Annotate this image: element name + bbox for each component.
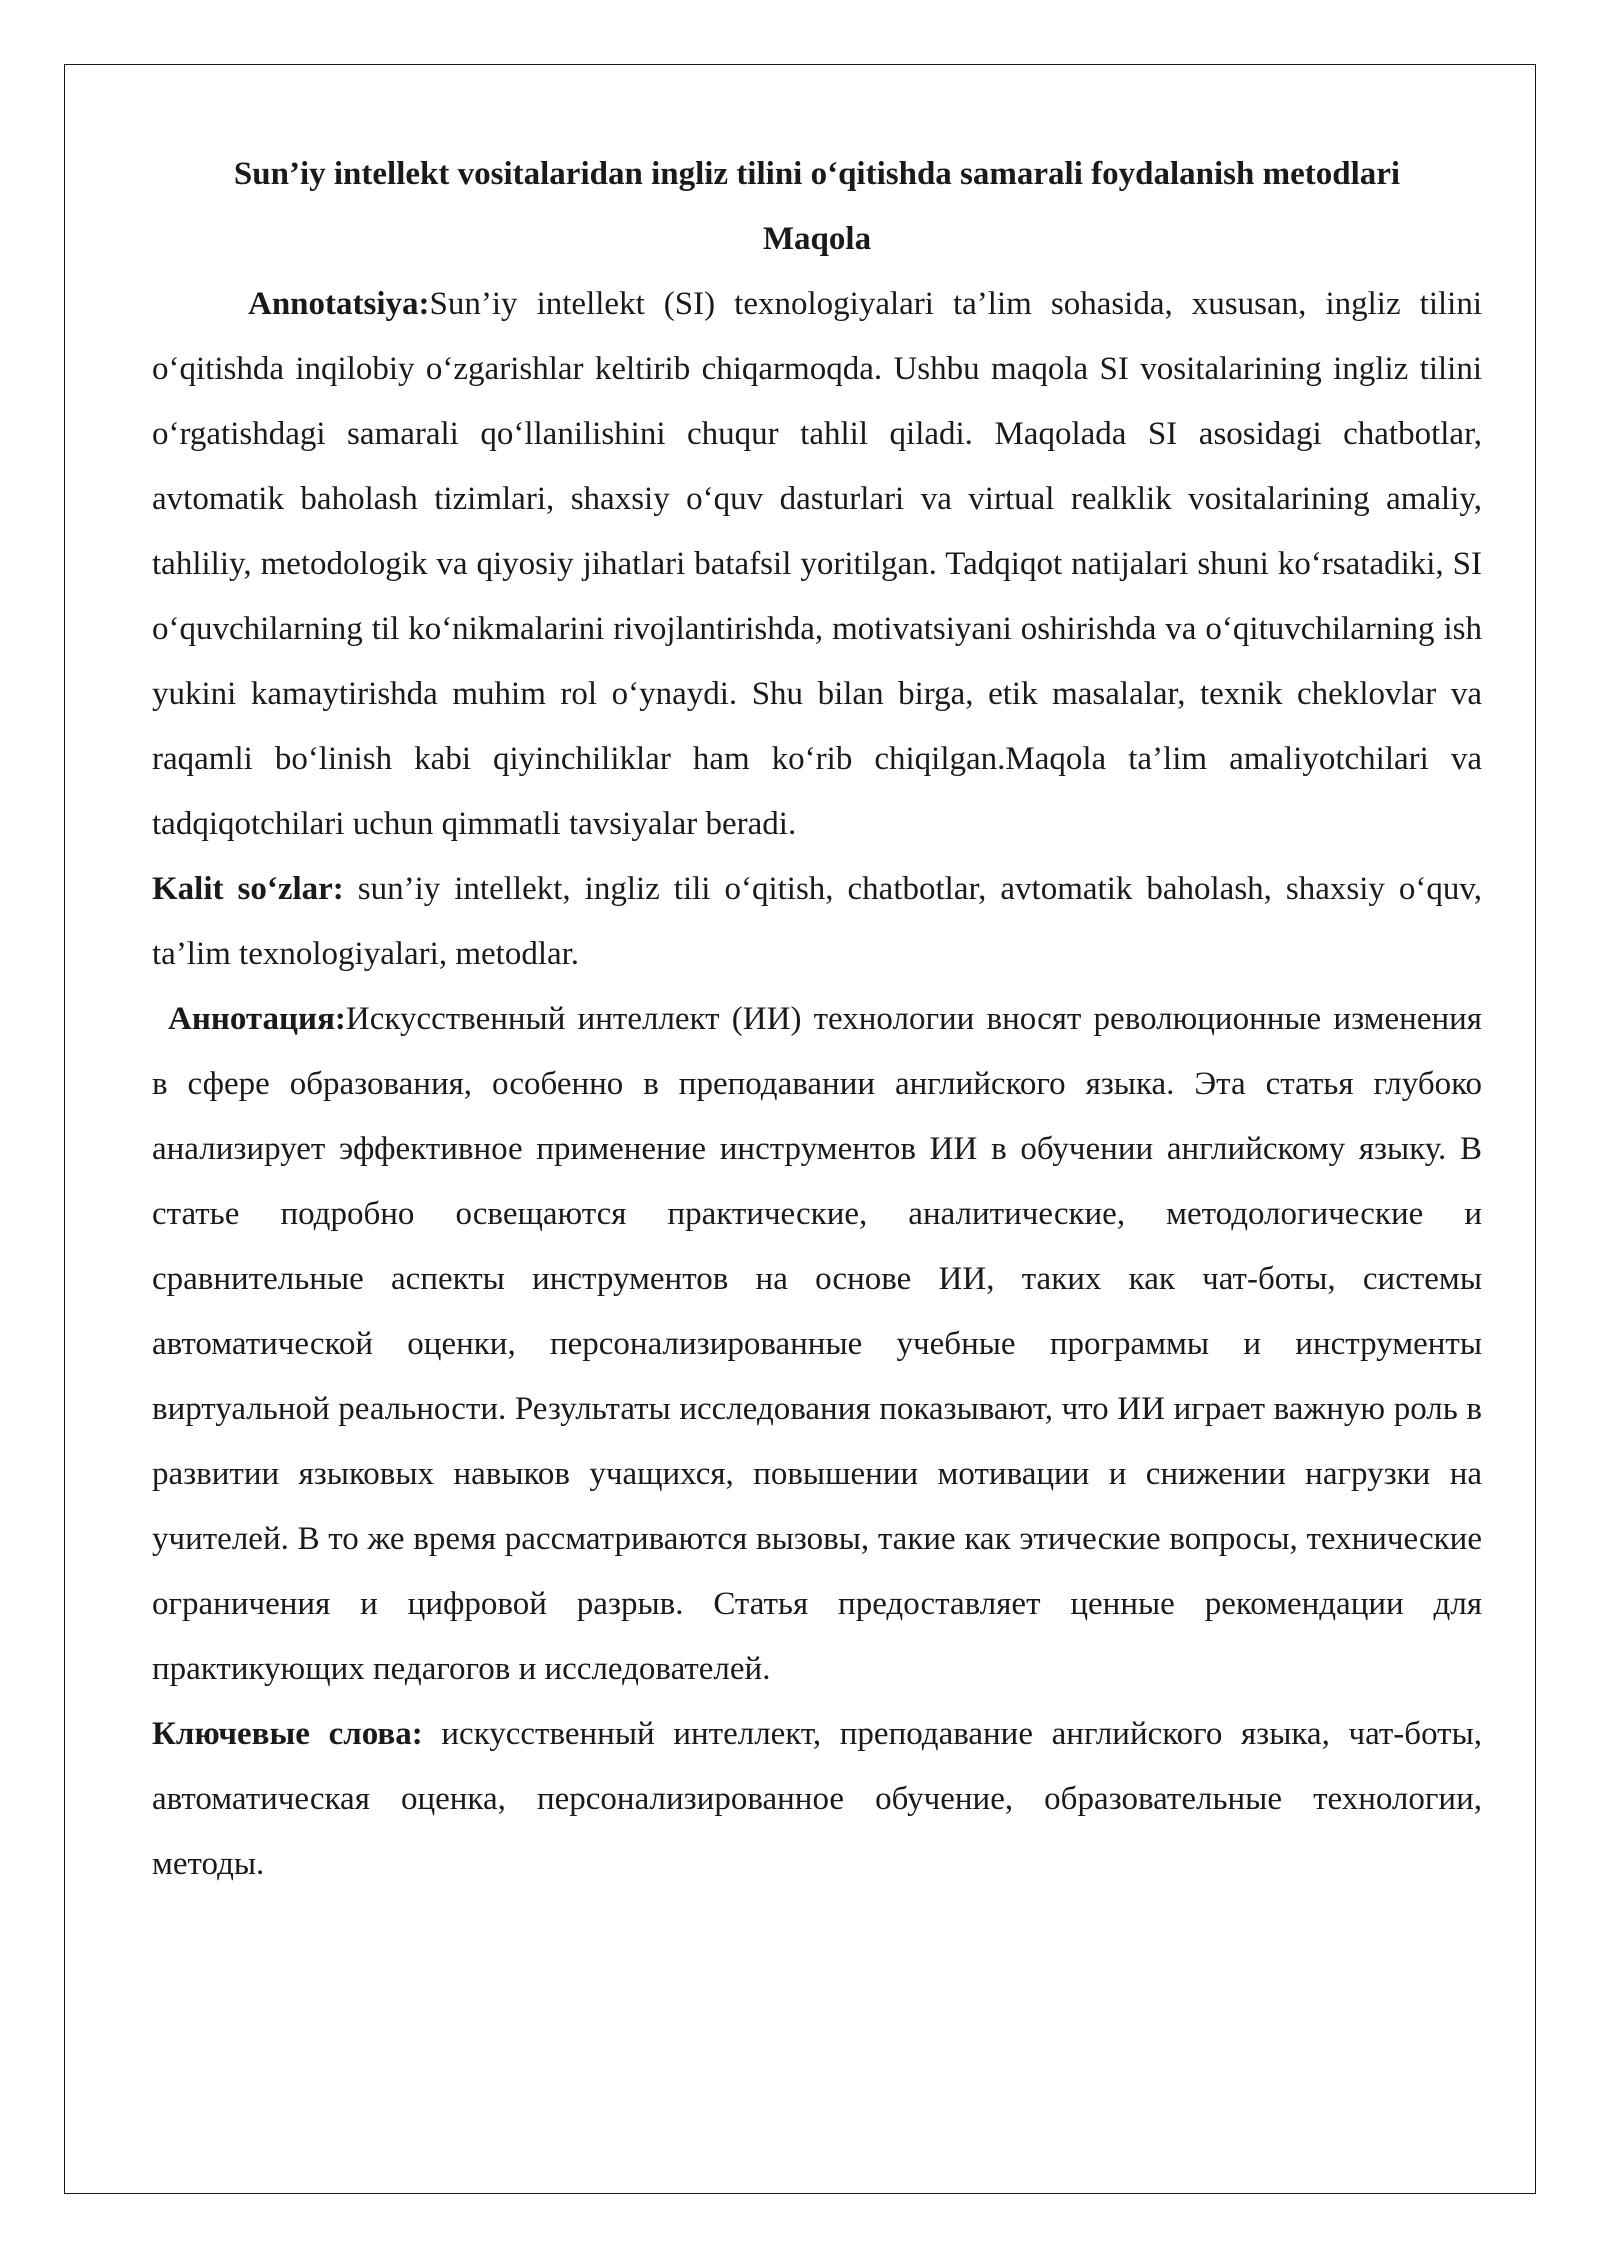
keywords-uz <box>152 857 1482 987</box>
keywords-uz-text: sun’iy intellekt, ingliz tili o‘qitish, chatbotlar, avtomatik baholash, shaxsiy o‘quv, ta’lim texnologiyalari, metodlar. <box>152 871 1482 972</box>
keywords-uz-label: Kalit so‘zlar: <box>152 871 344 907</box>
annotation-ru <box>152 987 1482 1702</box>
document-body <box>152 142 1482 1897</box>
document-type-label: Maqola <box>762 221 872 257</box>
annotation-uz-text: Sun’iy intellekt (SI) texnologiyalari ta’lim sohasida, xususan, ingliz tilini o‘qitishda inqilobiy o‘zgarishlar keltirib chiqarmoqda. Ushbu maqola SI vositalarining ingliz tilini o‘rgatishdagi samarali qo‘llanilishini chuqur tahlil qiladi. Maqolada SI asosidagi chatbotlar, avtomatik baholash tizimlari, shaxsiy o‘quv dasturlari va virtual realklik vositalarining amaliy, tahliliy, metodologik va qiyosiy jihatlari batafsil yoritilgan. Tadqiqot natijalari shuni ko‘rsatadiki, SI o‘quvchilarning til ko‘nikmalarini rivojlantirishda, motivatsiyani oshirishda va o‘qituvchilarning ish yukini kamaytirishda muhim rol o‘ynaydi. Shu bilan birga, etik masalalar, texnik cheklovlar va raqamli bo‘linish kabi qiyinchiliklar ham ko‘rib chiqilgan.Maqola ta’lim amaliyotchilari va tadqiqotchilari uchun qimmatli tavsiyalar beradi. <box>152 286 1482 842</box>
annotation-uz <box>152 272 1482 857</box>
annotation-ru-text: Искусственный интеллект (ИИ) технологии вносят революционные изменения в сфере образования, особенно в преподавании английского языка. Эта статья глубоко анализирует эффективное применение инструментов ИИ в обучении английскому языку. В статье подробно освещаются практические, аналитические, методологические и сравнительные аспекты инструментов на основе ИИ, таких как чат-боты, системы автоматической оценки, персонализированные учебные программы и инструменты виртуальной реальности. Результаты исследования показывают, что ИИ играет важную роль в развитии языковых навыков учащихся, повышении мотивации и снижении нагрузки на учителей. В то же время рассматриваются вызовы, такие как этические вопросы, технические ограничения и цифровой разрыв. Статья предоставляет ценные рекомендации для практикующих педагогов и исследователей. <box>152 1001 1482 1687</box>
annotation-uz-label: Annotatsiya: <box>248 286 430 322</box>
keywords-ru-text: искусственный интеллект, преподавание английского языка, чат-боты, автоматическая оценка, персонализированное обучение, образовательные технологии, методы. <box>152 1716 1482 1882</box>
keywords-ru-label: Ключевые слова: <box>152 1716 423 1752</box>
keywords-ru <box>152 1702 1482 1897</box>
document-title: Sun’iy intellekt vositalaridan ingliz tilini o‘qitishda samarali foydalanish metodlari <box>233 156 1401 192</box>
annotation-ru-label: Аннотация: <box>168 1001 346 1037</box>
